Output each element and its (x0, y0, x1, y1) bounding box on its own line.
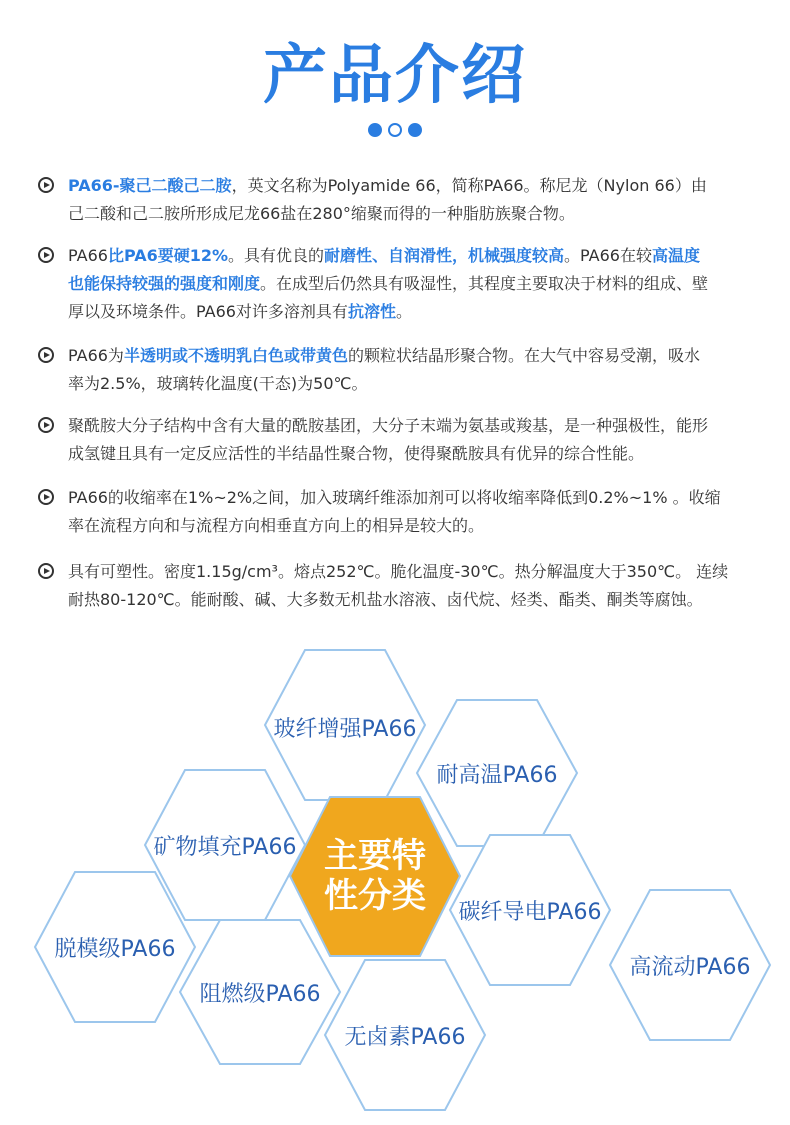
paragraph-1 (38, 172, 758, 228)
paragraph-2 (38, 242, 758, 326)
label-high-flow: 高流动PA66 (629, 955, 751, 980)
label-heat-resistant: 耐高温PA66 (436, 763, 558, 788)
dot-2 (388, 123, 402, 137)
paragraph-6 (38, 558, 758, 614)
text: 成氢键且具有一定反应活性的半结晶性聚合物，使得聚酰胺具有优异的综合性能。 (68, 444, 645, 463)
highlight-text: PA66-聚己二酸己二胺 (68, 176, 232, 195)
text: 。PA66在较 (564, 246, 652, 265)
text: 的颗粒状结晶形聚合物。在大气中容易受潮，吸水 (347, 346, 700, 365)
label-halogen-free: 无卤素PA66 (344, 1025, 466, 1050)
center-label (295, 836, 455, 916)
highlight-text: 也能保持较强的强度和刚度 (68, 274, 261, 293)
center-label-line2: 性分类 (324, 876, 426, 916)
text: 具有可塑性。密度1.15g/cm³。熔点252℃。脆化温度-30℃。热分解温度大于350℃。 连续 (68, 562, 729, 581)
text: 。 (395, 302, 412, 321)
dot-3 (408, 123, 422, 137)
highlight-text: 抗溶性 (347, 302, 396, 321)
text: PA66的收缩率在1%~2%之间，加入玻璃纤维添加剂可以将收缩率降低到0.2%~1% 。收缩 (68, 488, 721, 507)
paragraph-4 (38, 412, 758, 468)
text: PA66 (68, 246, 108, 265)
text: 厚以及环境条件。PA66对许多溶剂具有 (68, 302, 348, 321)
text: 。在成型后仍然具有吸湿性，其程度主要取决于材料的组成、壁 (260, 274, 709, 293)
arrow-circle-icon (38, 563, 54, 579)
text: 。具有优良的 (228, 246, 325, 265)
text: ，英文名称为Polyamide 66，简称PA66。称尼龙（Nylon 66）由 (231, 176, 707, 195)
text: 率在流程方向和与流程方向相垂直方向上的相异是较大的。 (68, 516, 485, 535)
arrow-circle-icon (38, 417, 54, 433)
label-mineral-filled: 矿物填充PA66 (153, 835, 297, 860)
text: 己二酸和己二胺所形成尼龙66盐在280°缩聚而得的一种脂肪族聚合物。 (68, 204, 575, 223)
title-dots (0, 122, 790, 141)
text: 聚酰胺大分子结构中含有大量的酰胺基团，大分子末端为氨基或羧基，是一种强极性，能形 (68, 416, 709, 435)
text: PA66为 (68, 346, 124, 365)
dot-1 (368, 123, 382, 137)
label-release-grade: 脱模级PA66 (54, 937, 176, 962)
highlight-text: 比PA6要硬12% (107, 246, 229, 265)
label-glass-fiber: 玻纤增强PA66 (273, 717, 417, 742)
paragraph-5 (38, 484, 758, 540)
page-title: 产品介绍 (263, 39, 527, 113)
highlight-text: 耐磨性、自润滑性，机械强度较高 (324, 246, 565, 265)
highlight-text: 高温度 (651, 246, 700, 265)
label-carbon-conductive: 碳纤导电PA66 (458, 900, 602, 925)
label-flame-retardant: 阻燃级PA66 (199, 982, 321, 1007)
highlight-text: 半透明或不透明乳白色或带黄色 (123, 346, 348, 365)
text: 耐热80-120℃。能耐酸、碱、大多数无机盐水溶液、卤代烷、烃类、酯类、酮类等腐蚀。 (68, 590, 703, 609)
text: 率为2.5%，玻璃转化温度(干态)为50℃。 (68, 374, 368, 393)
arrow-circle-icon (38, 489, 54, 505)
arrow-circle-icon (38, 247, 54, 263)
center-label-line1: 主要特 (324, 836, 426, 876)
hexagon-cluster (0, 640, 790, 1125)
arrow-circle-icon (38, 177, 54, 193)
arrow-circle-icon (38, 347, 54, 363)
paragraph-3 (38, 342, 758, 398)
